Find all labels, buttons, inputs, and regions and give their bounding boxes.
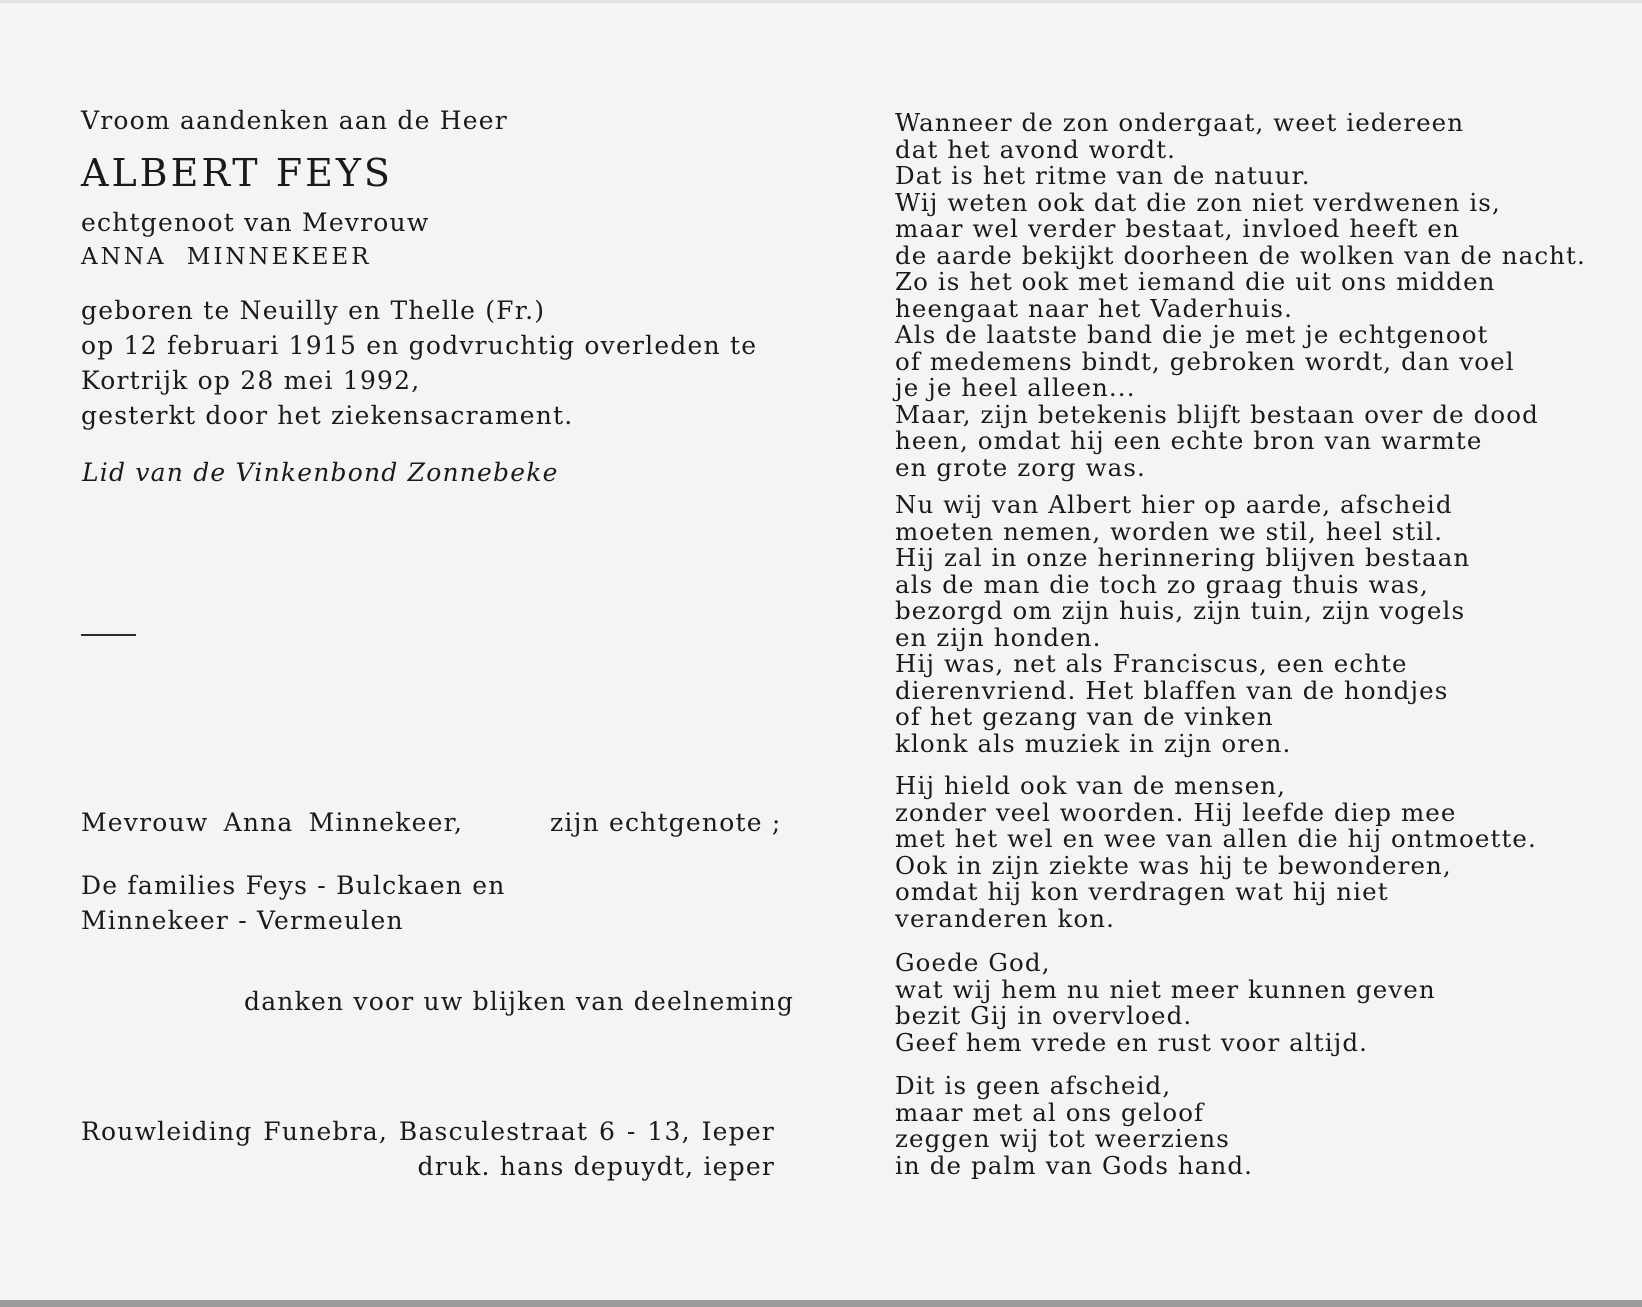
poem-line: Dat is het ritme van de natuur.: [895, 161, 1311, 190]
poem-line: zeggen wij tot weerziens: [895, 1124, 1230, 1153]
poem-line: en zijn honden.: [895, 622, 1102, 652]
poem-line: Geef hem vrede en rust voor altijd.: [895, 1027, 1369, 1057]
birth-line: gesterkt door het ziekensacrament.: [81, 401, 574, 430]
poem-line: veranderen kon.: [895, 903, 1116, 933]
poem-line: bezit Gij in overvloed.: [895, 1001, 1193, 1030]
divider-dash: [81, 634, 136, 636]
poem-stanza: [895, 492, 1470, 757]
poem-line: Wanneer de zon ondergaat, weet iedereen: [895, 108, 1465, 137]
poem-line: en grote zorg was.: [895, 452, 1146, 482]
poem-line: je je heel alleen...: [895, 373, 1136, 402]
membership-note: Lid van de Vinkenbond Zonnebeke: [82, 458, 559, 487]
birth-line: geboren te Neuilly en Thelle (Fr.): [81, 296, 546, 325]
spouse-name: ANNA MINNEKEER: [81, 244, 372, 270]
poem-stanza: [895, 950, 1436, 1056]
deceased-name: ALBERT FEYS: [81, 151, 393, 195]
poem-line: heen, omdat hij een echte bron van warmte: [895, 426, 1483, 455]
poem-line: omdat hij kon verdragen wat hij niet: [895, 877, 1389, 906]
poem-line: zonder veel woorden. Hij leefde diep mee: [895, 797, 1457, 827]
poem-line: klonk als muziek in zijn oren.: [895, 728, 1292, 758]
poem-line: maar met al ons geloof: [895, 1097, 1205, 1127]
poem-line: of medemens bindt, gebroken wordt, dan voel: [895, 346, 1515, 376]
printer-line: druk. hans depuydt, ieper: [417, 1152, 775, 1181]
widow-role: zijn echtgenote ;: [550, 808, 782, 837]
spouse-intro: echtgenoot van Mevrouw: [81, 208, 430, 237]
poem-line: maar wel verder bestaat, invloed heeft en: [895, 214, 1460, 243]
poem-stanza: [895, 773, 1537, 932]
poem-line: moeten nemen, worden we stil, heel stil.: [895, 516, 1444, 546]
poem-line: Nu wij van Albert hier op aarde, afscheid: [895, 490, 1453, 519]
poem-line: Wij weten ook dat die zon niet verdwenen is,: [895, 187, 1501, 217]
poem-line: wat wij hem nu niet meer kunnen geven: [895, 974, 1436, 1004]
poem-line: Ook in zijn ziekte was hij te bewonderen,: [895, 850, 1452, 880]
widow-name: Mevrouw Anna Minnekeer,: [81, 808, 464, 837]
families-line: Minnekeer - Vermeulen: [81, 906, 404, 935]
poem-line: in de palm van Gods hand.: [895, 1150, 1254, 1180]
poem-line: Hij was, net als Franciscus, een echte: [895, 649, 1408, 678]
left-panel: [0, 0, 795, 1300]
undertaker-line: Rouwleiding Funebra, Basculestraat 6 - 13, Ieper: [81, 1117, 775, 1146]
poem-line: Zo is het ook met iemand die uit ons midden: [895, 267, 1496, 296]
birth-line: Kortrijk op 28 mei 1992,: [81, 366, 421, 395]
poem-line: dierenvriend. Het blaffen van de hondjes: [895, 675, 1449, 705]
poem-line: Hij hield ook van de mensen,: [895, 771, 1287, 800]
poem-panel: [895, 0, 1635, 1300]
birth-details: [81, 296, 758, 436]
birth-line: op 12 februari 1915 en godvruchtig overleden te: [81, 331, 758, 360]
intro-text: Vroom aandenken aan de Heer: [81, 106, 508, 135]
poem-line: Hij zal in onze herinnering blijven bestaan: [895, 543, 1471, 572]
families-line: De families Feys - Bulckaen en: [81, 871, 506, 900]
poem-stanza: [895, 110, 1586, 481]
poem-line: de aarde bekijkt doorheen de wolken van de nacht.: [895, 240, 1586, 270]
poem-line: Maar, zijn betekenis blijft bestaan over de dood: [895, 399, 1539, 429]
poem-line: dat het avond wordt.: [895, 134, 1177, 164]
poem-line: Goede God,: [895, 948, 1051, 977]
poem-line: als de man die toch zo graag thuis was,: [895, 569, 1429, 599]
poem-line: Als de laatste band die je met je echtgenoot: [895, 320, 1489, 349]
thanks-text: danken voor uw blijken van deelneming: [244, 987, 795, 1016]
poem-line: heengaat naar het Vaderhuis.: [895, 293, 1293, 323]
poem-line: bezorgd om zijn huis, zijn tuin, zijn vogels: [895, 596, 1466, 625]
poem-line: of het gezang van de vinken: [895, 702, 1274, 731]
poem-line: met het wel en wee van allen die hij ontmoette.: [895, 824, 1537, 853]
poem-stanza: [895, 1073, 1253, 1179]
poem-line: Dit is geen afscheid,: [895, 1071, 1172, 1100]
